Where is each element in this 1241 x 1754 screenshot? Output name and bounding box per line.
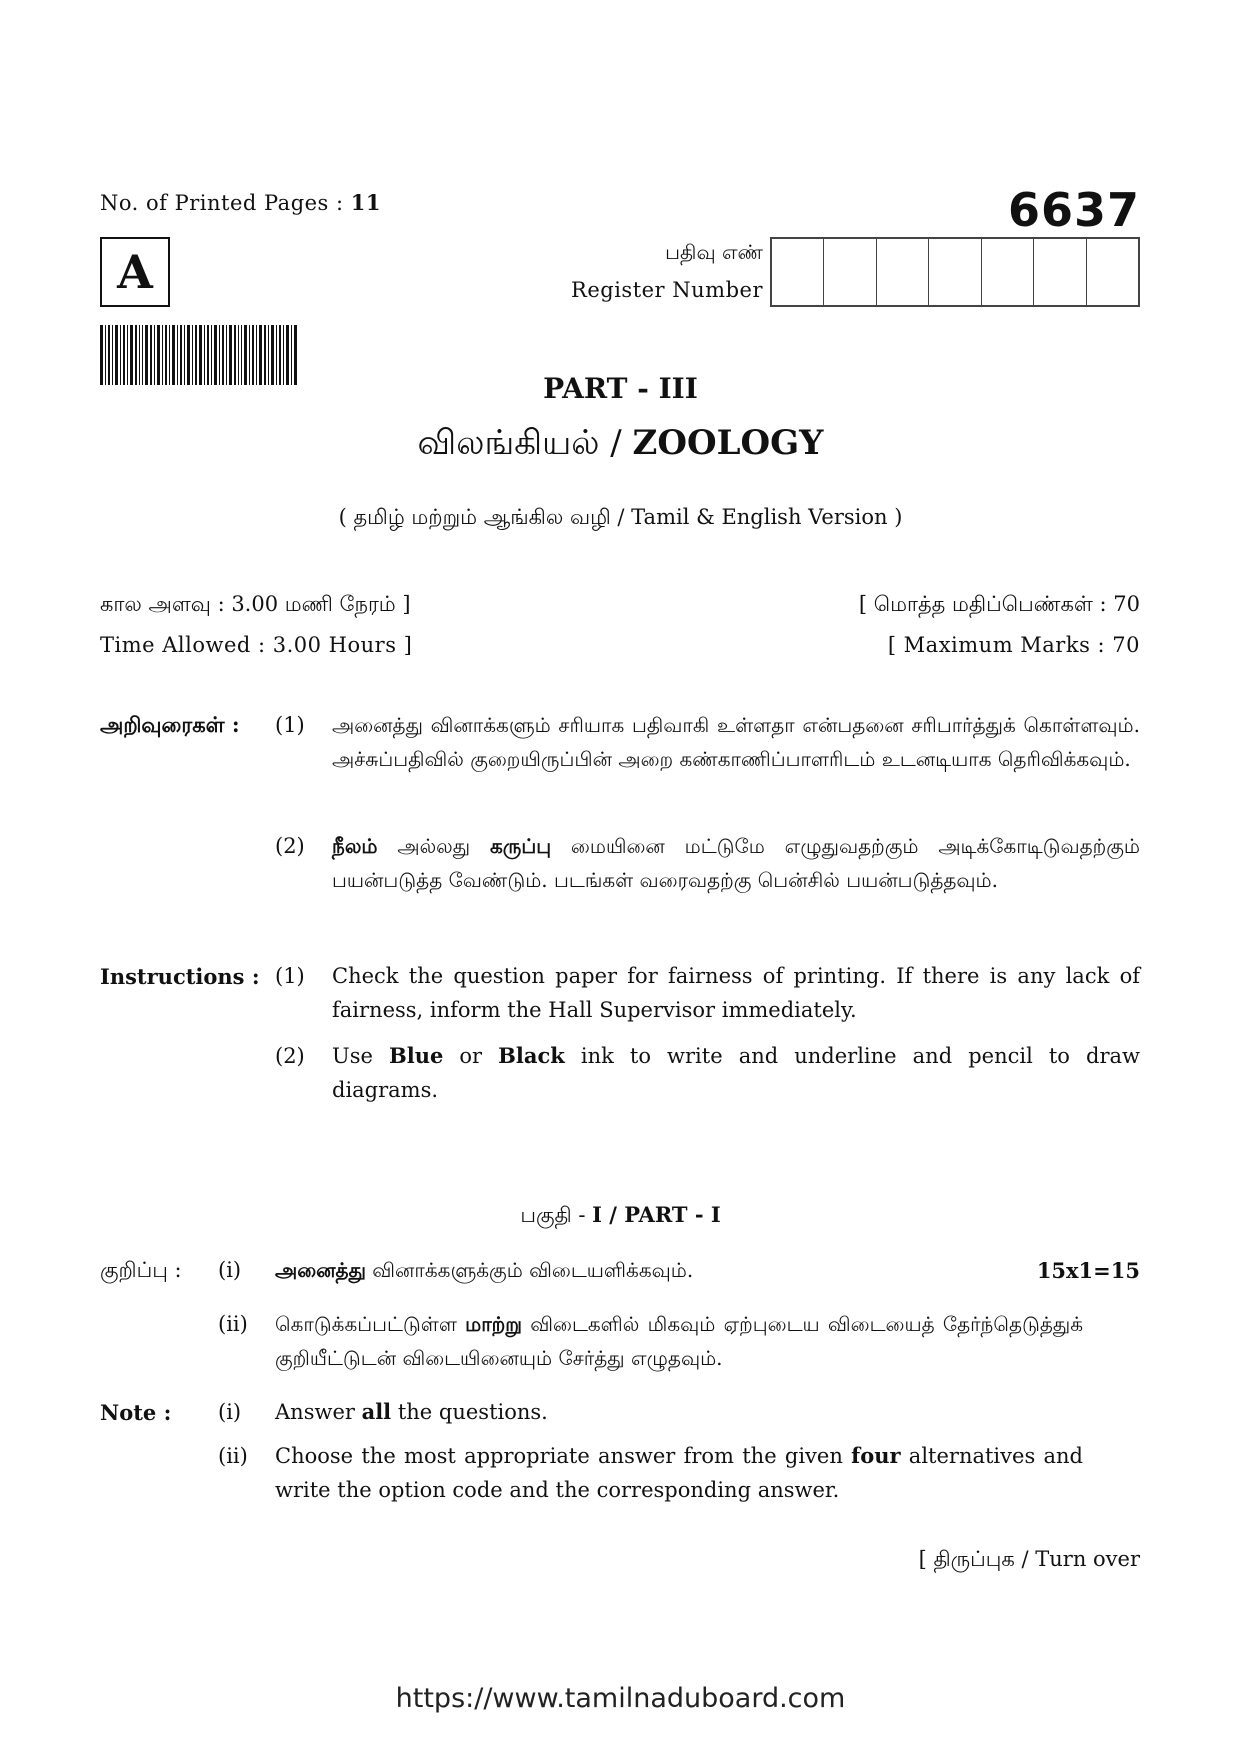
ink-blue-english: Blue xyxy=(388,1043,444,1068)
register-digit-cell[interactable] xyxy=(824,239,876,305)
register-label-english: Register Number xyxy=(571,278,763,302)
note-text: Answer xyxy=(275,1400,362,1424)
note-text: கொடுக்கப்பட்டுள்ள xyxy=(275,1312,466,1336)
time-allowed-tamil: கால அளவு : 3.00 மணி நேரம் ] xyxy=(100,592,411,616)
subject-english: ZOOLOGY xyxy=(632,423,824,463)
instruction-tamil-1: அனைத்து வினாக்களும் சரியாக பதிவாகி உள்ளதா என்பதனை சரிபார்த்துக் கொள்ளவும். அச்சுப்பதிவில் குறையிருப்பின் அறை கண்காணிப்பாளரிடம் உடனடியாக தெரிவிக்கவும். xyxy=(332,713,1140,771)
part-heading: PART - III xyxy=(543,372,698,405)
instructions-english-label: Instructions : xyxy=(100,964,260,989)
instruction-english-1: Check the question paper for fairness of printing. If there is any lack of fairness, inform the Hall Supervisor immediately. xyxy=(332,964,1140,1022)
instructions-tamil-label: அறிவுரைகள் : xyxy=(100,712,240,737)
note-english-label: Note : xyxy=(100,1400,172,1425)
instruction-number: (1) xyxy=(275,964,305,988)
instruction-text: மையினை மட்டுமே எழுதுவதற்கும் அடிக்கோடிடுவதற்கும் பயன்படுத்த வேண்டும். படங்கள் வரைவதற்கு பென்சில் பயன்படுத்தவும். xyxy=(332,834,1140,892)
note-number: (ii) xyxy=(218,1312,248,1336)
turn-over: [ திருப்புக / Turn over xyxy=(918,1547,1140,1571)
note-tamil-2 xyxy=(275,1307,1083,1375)
ink-black-english: Black xyxy=(498,1043,565,1068)
note-all-english: all xyxy=(361,1399,392,1424)
medium-line: ( தமிழ் மற்றும் ஆங்கில வழி / Tamil & English Version ) xyxy=(338,505,903,529)
instruction-text: அல்லது xyxy=(377,834,490,858)
instruction-number: (2) xyxy=(275,1044,305,1068)
instruction-text: or xyxy=(443,1044,499,1068)
note-text: alternatives and write the option code and the corresponding answer. xyxy=(275,1444,1083,1502)
register-number-grid[interactable] xyxy=(770,237,1140,307)
printed-pages xyxy=(100,190,381,215)
register-digit-cell[interactable] xyxy=(1087,239,1138,305)
section-heading xyxy=(0,1202,1241,1230)
subject-title xyxy=(0,423,1241,467)
note-text: விடைகளில் மிகவும் ஏற்புடைய விடையைத் தேர்ந்தெடுத்துக் குறியீட்டுடன் விடையினையும் சேர்த்து எழுதவும். xyxy=(275,1312,1083,1370)
note-alternatives-tamil: மாற்று xyxy=(465,1312,523,1336)
register-digit-cell[interactable] xyxy=(982,239,1034,305)
section-heading-english: I / PART - I xyxy=(592,1202,721,1227)
instruction-tamil-2 xyxy=(332,829,1140,897)
instruction-text: ink to write and underline and pencil to draw diagrams. xyxy=(332,1044,1140,1102)
register-digit-cell[interactable] xyxy=(877,239,929,305)
note-text: the questions. xyxy=(391,1400,548,1424)
note-tamil-1 xyxy=(275,1253,1075,1287)
instruction-number: (2) xyxy=(275,834,305,858)
ink-black-tamil: கருப்பு xyxy=(489,834,552,858)
source-url[interactable]: https://www.tamilnaduboard.com xyxy=(395,1683,846,1714)
note-english-2 xyxy=(275,1439,1083,1507)
question-set-box xyxy=(100,237,170,307)
register-digit-cell[interactable] xyxy=(1034,239,1086,305)
instruction-number: (1) xyxy=(275,713,305,737)
instruction-text: Use xyxy=(332,1044,389,1068)
subject-tamil: விலங்கியல் / xyxy=(417,423,622,463)
note-four-english: four xyxy=(851,1443,901,1468)
time-allowed-english: Time Allowed : 3.00 Hours ] xyxy=(100,633,413,657)
question-set-letter: A xyxy=(117,245,153,299)
note-all-tamil: அனைத்து xyxy=(275,1258,366,1282)
note-number: (i) xyxy=(218,1400,242,1424)
printed-pages-label: No. of Printed Pages : xyxy=(100,191,344,215)
note-text: வினாக்களுக்கும் விடையளிக்கவும். xyxy=(365,1258,694,1282)
register-label-tamil: பதிவு எண் xyxy=(665,240,763,264)
note-text: Choose the most appropriate answer from the given xyxy=(275,1444,852,1468)
max-marks-english: [ Maximum Marks : 70 xyxy=(887,633,1140,657)
note-number: (ii) xyxy=(218,1444,248,1468)
instruction-english-2 xyxy=(332,1039,1140,1107)
ink-blue-tamil: நீலம் xyxy=(332,834,378,858)
paper-code: 6637 xyxy=(1007,183,1140,237)
max-marks-tamil: [ மொத்த மதிப்பெண்கள் : 70 xyxy=(858,592,1140,616)
printed-pages-value: 11 xyxy=(350,190,382,215)
register-digit-cell[interactable] xyxy=(929,239,981,305)
note-number: (i) xyxy=(218,1258,242,1282)
note-english-1 xyxy=(275,1395,1083,1429)
register-digit-cell[interactable] xyxy=(772,239,824,305)
note-tamil-label: குறிப்பு : xyxy=(100,1258,182,1282)
section-heading-tamil: பகுதி - xyxy=(520,1203,593,1227)
section-marks: 15x1=15 xyxy=(1036,1258,1140,1283)
